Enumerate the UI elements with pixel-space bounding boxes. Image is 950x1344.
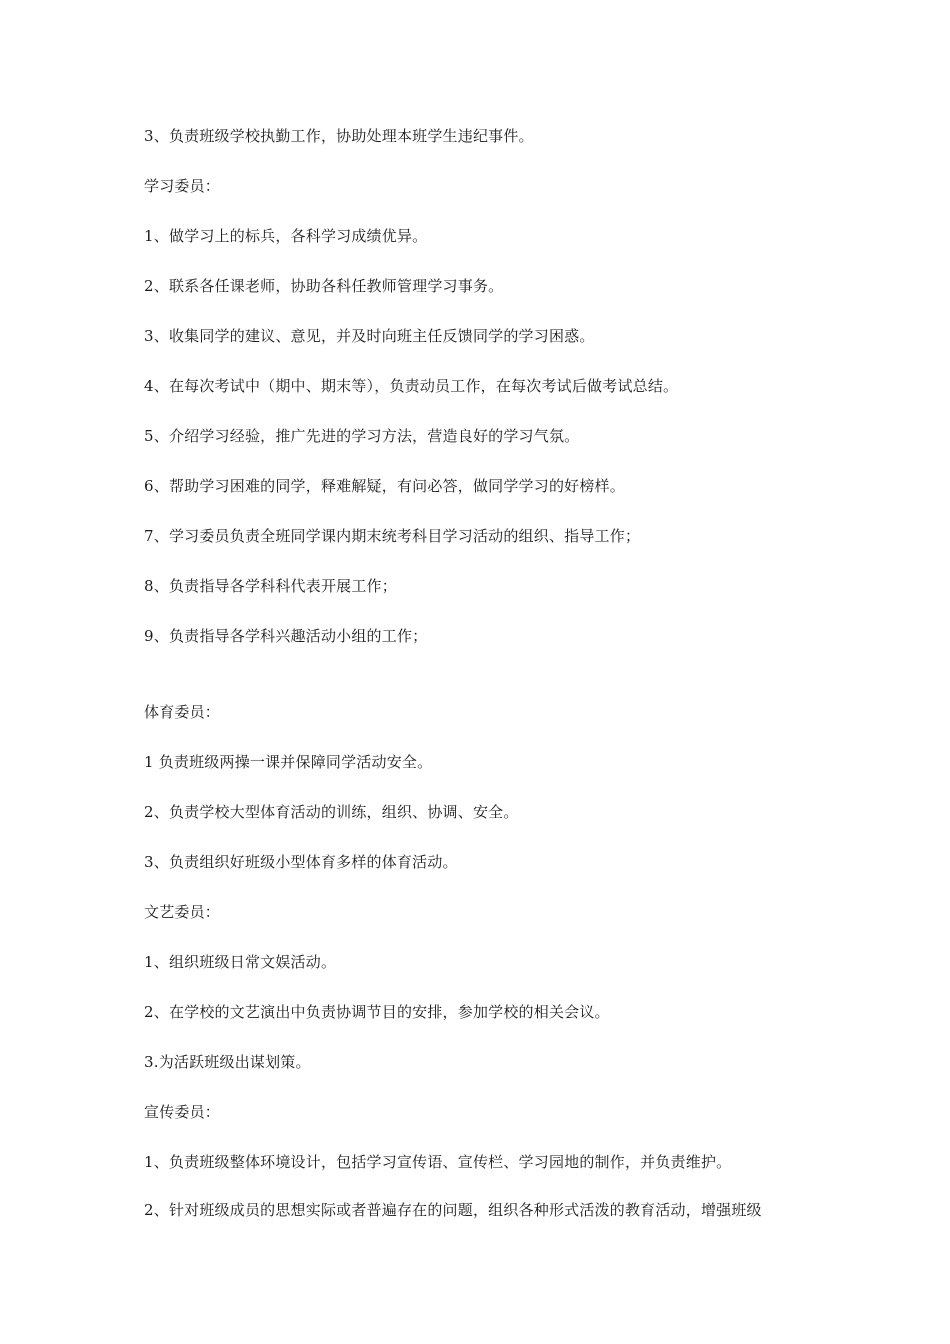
heading-publicity-committee: 宣传委员： [144,1103,221,1121]
heading-arts-committee: 文艺委员： [144,903,221,921]
heading-study-committee: 学习委员： [144,177,221,195]
paragraph-monitor-duty-3: 3、负责班级学校执勤工作，协助处理本班学生违纪事件。 [144,127,534,145]
paragraph-study-duty-9: 9、负责指导各学科兴趣活动小组的工作； [144,627,428,645]
paragraph-study-duty-8: 8、负责指导各学科科代表开展工作； [144,577,397,595]
paragraph-sports-duty-2: 2、负责学校大型体育活动的训练，组织、协调、安全。 [144,803,519,821]
paragraph-study-duty-3: 3、收集同学的建议、意见，并及时向班主任反馈同学的学习困惑。 [144,327,595,345]
paragraph-study-duty-7: 7、学习委员负责全班同学课内期末统考科目学习活动的组织、指导工作； [144,527,641,545]
paragraph-study-duty-5: 5、介绍学习经验，推广先进的学习方法，营造良好的学习气氛。 [144,427,580,445]
paragraph-study-duty-1: 1、做学习上的标兵，各科学习成绩优异。 [144,227,428,245]
paragraph-arts-duty-3: 3.为活跃班级出谋划策。 [144,1053,311,1071]
paragraph-publicity-duty-1: 1、负责班级整体环境设计，包括学习宣传语、宣传栏、学习园地的制作，并负责维护。 [144,1153,732,1171]
paragraph-study-duty-6: 6、帮助学习困难的同学，释难解疑，有问必答，做同学学习的好榜样。 [144,477,625,495]
paragraph-sports-duty-1: 1 负责班级两操一课并保障同学活动安全。 [144,753,433,771]
paragraph-sports-duty-3: 3、负责组织好班级小型体育多样的体育活动。 [144,853,458,871]
paragraph-study-duty-2: 2、联系各任课老师，协助各科任教师管理学习事务。 [144,277,504,295]
paragraph-arts-duty-2: 2、在学校的文艺演出中负责协调节目的安排，参加学校的相关会议。 [144,1003,610,1021]
heading-sports-committee: 体育委员： [144,703,221,721]
paragraph-arts-duty-1: 1、组织班级日常文娱活动。 [144,953,337,971]
paragraph-publicity-duty-2: 2、针对班级成员的思想实际或者普遍存在的问题，组织各种形式活泼的教育活动，增强班级 [144,1201,762,1219]
paragraph-study-duty-4: 4、在每次考试中（期中、期末等），负责动员工作，在每次考试后做考试总结。 [144,377,679,395]
